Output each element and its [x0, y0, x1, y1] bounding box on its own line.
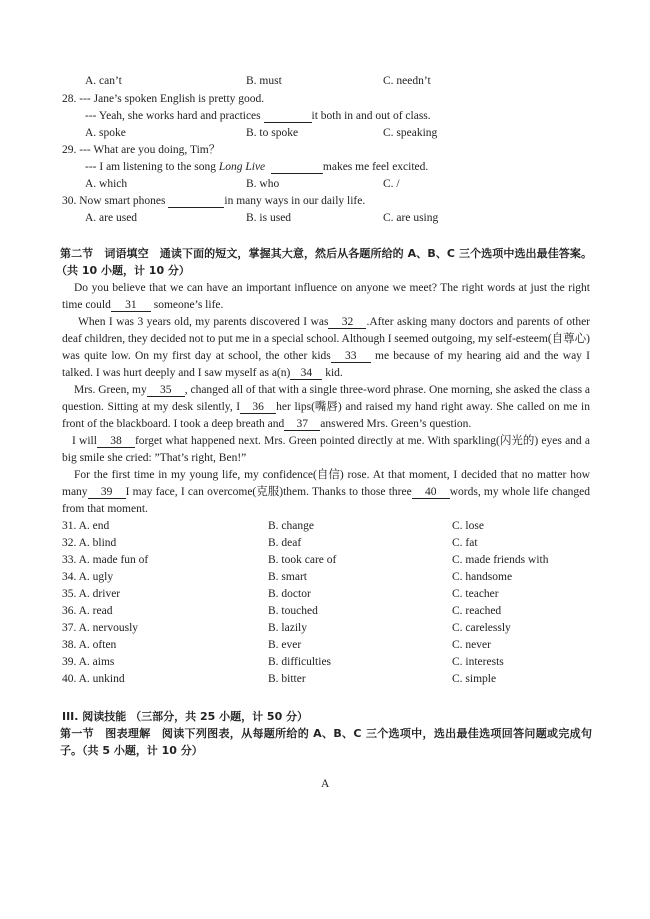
question-stem — [62, 194, 365, 208]
section-subheading: 子。（共 5 小题，计 10 分） — [60, 744, 203, 757]
question-stem: 29. --- What are you doing, Tim？ — [62, 144, 221, 156]
option-a: 40. A. unkind — [62, 673, 125, 685]
option-c: C. simple — [452, 673, 497, 685]
passage-label: A — [321, 778, 330, 790]
option-b: B. change — [268, 520, 314, 532]
option-c: C. interests — [452, 656, 504, 668]
passage-line: For the first time in my young life, my confidence(自信) rose. At that moment, I decided that no matter how — [74, 469, 590, 481]
blank-40: 40 — [412, 486, 450, 499]
text: time could — [62, 299, 111, 311]
text: front of the blackboard. I took a deep breath and — [62, 418, 285, 430]
option-b: B. deaf — [268, 537, 302, 549]
passage-line — [74, 383, 590, 397]
text: kid. — [322, 367, 343, 379]
option-a: 36. A. read — [62, 605, 113, 617]
blank-39: 39 — [88, 486, 126, 499]
passage-line: from that moment. — [62, 503, 148, 515]
text: Mrs. Green, my — [74, 384, 147, 396]
section-subheading: （共 10 小题，计 10 分） — [56, 264, 190, 277]
blank-37: 37 — [284, 418, 320, 431]
option-c: C. / — [383, 178, 400, 190]
text: me because of my hearing aid and the way I — [370, 350, 590, 362]
text: in many ways in our daily life. — [224, 195, 366, 207]
option-b: B. doctor — [268, 588, 311, 600]
option-a: 32. A. blind — [62, 537, 117, 549]
option-c: C. carelessly — [452, 622, 511, 634]
passage-line — [62, 485, 590, 499]
passage-line — [78, 315, 590, 329]
option-c: C. teacher — [452, 588, 499, 600]
option-b: B. ever — [268, 639, 302, 651]
option-c: C. handsome — [452, 571, 513, 583]
text: --- Yeah, she works hard and practices — [85, 110, 264, 122]
section-heading: III. 阅读技能 （三部分，共 25 小题，计 50 分） — [62, 710, 309, 723]
text: answered Mrs. Green’s question. — [320, 418, 472, 430]
text: was quite low. On my first day at school, the other kids — [62, 350, 331, 362]
option-a: A. spoke — [85, 127, 126, 139]
passage-line — [62, 349, 590, 363]
option-c: C. lose — [452, 520, 484, 532]
option-b: B. who — [246, 178, 280, 190]
passage-line: Do you believe that we can have an important influence on anyone we meet? The right words at just the right — [74, 282, 590, 294]
option-a: 31. A. end — [62, 520, 110, 532]
section-heading: 第二节 词语填空 通读下面的短文，掌握其大意，然后从各题所给的 A、B、C 三个选项中选出最佳答案。 — [60, 247, 593, 260]
option-b: B. to spoke — [246, 127, 299, 139]
option-a: A. can’t — [85, 75, 122, 87]
option-a: A. which — [85, 178, 128, 190]
text: 30. Now smart phones — [62, 195, 169, 207]
option-a: 33. A. made fun of — [62, 554, 149, 566]
option-a: 37. A. nervously — [62, 622, 139, 634]
option-b: B. is used — [246, 212, 292, 224]
text: someone’s life. — [150, 299, 224, 311]
option-a: 38. A. often — [62, 639, 117, 651]
text: talked. I was hurt deeply and I saw myself as a(n) — [62, 367, 291, 379]
section-subheading: 第一节 图表理解 阅读下列图表，从每题所给的 A、B、C 三个选项中，选出最佳选项回答问题或完成句 — [60, 727, 593, 740]
option-b: B. bitter — [268, 673, 306, 685]
song-title: Long Live — [218, 161, 266, 173]
option-c: C. never — [452, 639, 491, 651]
option-c: C. needn’t — [383, 75, 431, 87]
passage-line: big smile she cried: ”That’s right, Ben!” — [62, 452, 247, 464]
passage-line — [62, 366, 590, 380]
passage-line — [72, 434, 590, 448]
question-line — [85, 109, 431, 123]
text: her lips(嘴唇) and raised my hand right away. She called on me in — [276, 401, 590, 413]
blank-38: 38 — [97, 435, 135, 448]
option-a: 39. A. aims — [62, 656, 115, 668]
text: many — [62, 486, 88, 498]
text: forget what happened next. Mrs. Green pointed directly at me. With sparkling(闪光的) eyes and a — [134, 435, 590, 447]
option-c: C. fat — [452, 537, 478, 549]
text: words, my whole life changed — [449, 486, 591, 498]
option-b: B. took care of — [268, 554, 337, 566]
blank-36: 36 — [240, 401, 276, 414]
passage-line — [62, 298, 590, 312]
option-b: B. touched — [268, 605, 318, 617]
option-c: C. reached — [452, 605, 502, 617]
option-b: B. lazily — [268, 622, 307, 634]
blank — [264, 110, 312, 123]
blank-32: 32 — [328, 316, 366, 329]
passage-line — [62, 400, 590, 414]
blank — [168, 195, 224, 208]
text: it both in and out of class. — [311, 110, 431, 122]
text: --- I am listening to the song — [85, 161, 219, 173]
option-a: 34. A. ugly — [62, 571, 114, 583]
blank-34: 34 — [290, 367, 322, 380]
option-c: C. speaking — [383, 127, 438, 139]
blank-31: 31 — [111, 299, 151, 312]
blank-35: 35 — [147, 384, 185, 397]
option-b: B. must — [246, 75, 282, 87]
option-a: A. are used — [85, 212, 138, 224]
text: .After asking many doctors and parents of other — [366, 316, 590, 328]
option-b: B. difficulties — [268, 656, 332, 668]
text: makes me feel excited. — [322, 161, 429, 173]
passage-line: deaf children, they decided not to put me in a special school. Although I seemed outgoing, my self-esteem(自尊心) — [62, 333, 590, 345]
text: question. Sitting at my desk silently, I — [62, 401, 241, 413]
passage-line — [62, 417, 590, 431]
blank — [271, 161, 323, 174]
question-line — [85, 160, 428, 174]
question-stem: 28. --- Jane’s spoken English is pretty good. — [62, 93, 265, 105]
blank-33: 33 — [331, 350, 371, 363]
text: I will — [72, 435, 97, 447]
option-c: C. are using — [383, 212, 439, 224]
text: , changed all of that with a single three-word phrase. One morning, she asked the class a — [184, 384, 590, 396]
text: When I was 3 years old, my parents discovered I was — [78, 316, 329, 328]
option-a: 35. A. driver — [62, 588, 121, 600]
text: I may face, I can overcome(克服)them. Thanks to those three — [125, 486, 412, 498]
option-c: C. made friends with — [452, 554, 549, 566]
option-b: B. smart — [268, 571, 307, 583]
